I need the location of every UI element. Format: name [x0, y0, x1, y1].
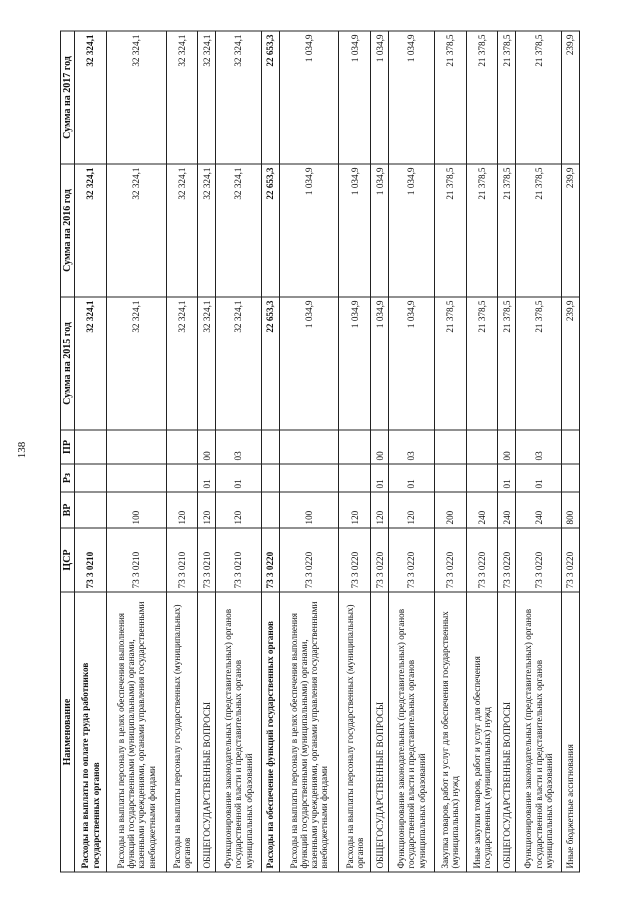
cell-vr: 240: [498, 492, 516, 528]
cell-name: Расходы на выплаты персоналу в целях обеспечения выполнения функций государственными (муниципальными) органами, казенными учреждениями, органами управления государственными внебюджетными фондами: [279, 592, 339, 872]
cell-sum-2015: 21 378,5: [466, 297, 498, 430]
cell-pr: 03: [389, 430, 435, 464]
cell-name: Иные бюджетные ассигнования: [562, 592, 580, 872]
cell-pr: [562, 430, 580, 464]
cell-sum-2017: 32 324,1: [75, 31, 107, 164]
cell-rz: [106, 464, 166, 492]
cell-rz: 01: [389, 464, 435, 492]
cell-sum-2017: 21 378,5: [516, 31, 562, 164]
table-row: [339, 31, 371, 872]
header-rz: Рз: [61, 464, 75, 492]
cell-sum-2016: 1 034,9: [279, 164, 339, 297]
cell-sum-2017: 32 324,1: [166, 31, 198, 164]
cell-vr: [261, 492, 279, 528]
cell-pr: [106, 430, 166, 464]
table-row: [106, 31, 166, 872]
cell-sum-2015: 21 378,5: [434, 297, 466, 430]
cell-sum-2017: 1 034,9: [371, 31, 389, 164]
cell-sum-2015: 1 034,9: [339, 297, 371, 430]
cell-sum-2017: 21 378,5: [434, 31, 466, 164]
cell-sum-2016: 21 378,5: [434, 164, 466, 297]
cell-sum-2017: 32 324,1: [106, 31, 166, 164]
cell-pr: [261, 430, 279, 464]
cell-sum-2017: 22 653,3: [261, 31, 279, 164]
cell-sum-2016: 21 378,5: [516, 164, 562, 297]
cell-vr: 240: [466, 492, 498, 528]
table-row: [75, 31, 107, 872]
table-row: [261, 31, 279, 872]
cell-csr: 73 3 0220: [434, 528, 466, 592]
cell-sum-2016: 21 378,5: [498, 164, 516, 297]
cell-pr: 00: [498, 430, 516, 464]
cell-name: Расходы на выплаты по оплате труда работников государственных органов: [75, 592, 107, 872]
cell-pr: 00: [198, 430, 216, 464]
cell-sum-2016: 1 034,9: [371, 164, 389, 297]
cell-vr: 100: [106, 492, 166, 528]
table-row: [389, 31, 435, 872]
cell-pr: [75, 430, 107, 464]
cell-name: ОБЩЕГОСУДАРСТВЕННЫЕ ВОПРОСЫ: [498, 592, 516, 872]
cell-csr: 73 3 0220: [371, 528, 389, 592]
table-row: [166, 31, 198, 872]
header-csr: ЦСР: [61, 528, 75, 592]
cell-vr: 120: [216, 492, 262, 528]
cell-sum-2017: 1 034,9: [279, 31, 339, 164]
cell-csr: 73 3 0220: [339, 528, 371, 592]
table-row: [216, 31, 262, 872]
cell-vr: 120: [339, 492, 371, 528]
cell-name: Функционирование законодательных (представительных) органов государственной власти и представительных органов муниципальных образований: [216, 592, 262, 872]
header-sum-2016: Сумма на 2016 год: [61, 164, 75, 297]
cell-csr: 73 3 0220: [389, 528, 435, 592]
cell-rz: [339, 464, 371, 492]
cell-csr: 73 3 0210: [216, 528, 262, 592]
cell-name: Функционирование законодательных (представительных) органов государственной власти и представительных органов муниципальных образований: [516, 592, 562, 872]
table-row: [466, 31, 498, 872]
cell-name: Расходы на выплаты персоналу в целях обеспечения выполнения функций государственными (муниципальными) органами, казенными учреждениями, органами управления государственными внебюджетными фондами: [106, 592, 166, 872]
table-row: [562, 31, 580, 872]
cell-sum-2015: 1 034,9: [389, 297, 435, 430]
cell-name: Расходы на выплаты персоналу государственных (муниципальных) органов: [166, 592, 198, 872]
cell-sum-2016: 22 653,3: [261, 164, 279, 297]
cell-name: ОБЩЕГОСУДАРСТВЕННЫЕ ВОПРОСЫ: [198, 592, 216, 872]
cell-sum-2015: 1 034,9: [279, 297, 339, 430]
header-sum-2017: Сумма на 2017 год: [61, 31, 75, 164]
cell-sum-2015: 21 378,5: [516, 297, 562, 430]
cell-rz: 01: [198, 464, 216, 492]
cell-rz: 01: [216, 464, 262, 492]
cell-sum-2015: 32 324,1: [216, 297, 262, 430]
cell-pr: [434, 430, 466, 464]
cell-pr: [166, 430, 198, 464]
table-row: [371, 31, 389, 872]
table-row: [279, 31, 339, 872]
table-header-row: [61, 31, 75, 872]
cell-rz: 01: [498, 464, 516, 492]
cell-sum-2016: 32 324,1: [75, 164, 107, 297]
table-row: [516, 31, 562, 872]
cell-vr: [75, 492, 107, 528]
cell-vr: 120: [198, 492, 216, 528]
cell-sum-2016: 1 034,9: [339, 164, 371, 297]
cell-sum-2015: 32 324,1: [166, 297, 198, 430]
cell-pr: [279, 430, 339, 464]
cell-name: ОБЩЕГОСУДАРСТВЕННЫЕ ВОПРОСЫ: [371, 592, 389, 872]
cell-csr: 73 3 0220: [279, 528, 339, 592]
cell-rz: 01: [371, 464, 389, 492]
budget-table: [60, 31, 580, 873]
cell-vr: 120: [389, 492, 435, 528]
cell-csr: 73 3 0210: [198, 528, 216, 592]
cell-csr: 73 3 0210: [166, 528, 198, 592]
table-row: [498, 31, 516, 872]
table-row: [198, 31, 216, 872]
cell-vr: 800: [562, 492, 580, 528]
cell-rz: 01: [516, 464, 562, 492]
cell-csr: 73 3 0210: [75, 528, 107, 592]
cell-sum-2015: 32 324,1: [106, 297, 166, 430]
cell-sum-2016: 1 034,9: [389, 164, 435, 297]
cell-sum-2015: 239,9: [562, 297, 580, 430]
cell-name: Иные закупки товаров, работ и услуг для обеспечения государственных (муниципальных) нужд: [466, 592, 498, 872]
cell-sum-2016: 32 324,1: [198, 164, 216, 297]
cell-sum-2016: 32 324,1: [166, 164, 198, 297]
cell-csr: 73 3 0210: [106, 528, 166, 592]
cell-rz: [75, 464, 107, 492]
cell-vr: 120: [371, 492, 389, 528]
header-sum-2015: Сумма на 2015 год: [61, 297, 75, 430]
header-vr: ВР: [61, 492, 75, 528]
cell-rz: [434, 464, 466, 492]
cell-sum-2015: 22 653,3: [261, 297, 279, 430]
cell-csr: 73 3 0220: [516, 528, 562, 592]
cell-vr: 120: [166, 492, 198, 528]
cell-name: Расходы на обеспечение функций государственных органов: [261, 592, 279, 872]
cell-csr: 73 3 0220: [562, 528, 580, 592]
cell-csr: 73 3 0220: [466, 528, 498, 592]
cell-sum-2017: 1 034,9: [389, 31, 435, 164]
cell-csr: 73 3 0220: [261, 528, 279, 592]
header-name: Наименование: [61, 592, 75, 872]
cell-sum-2015: 1 034,9: [371, 297, 389, 430]
cell-pr: 03: [516, 430, 562, 464]
cell-pr: [339, 430, 371, 464]
cell-csr: 73 3 0220: [498, 528, 516, 592]
header-pr: ПР: [61, 430, 75, 464]
cell-sum-2017: 239,9: [562, 31, 580, 164]
rotated-table-container: [60, 32, 580, 873]
page-number: 138: [16, 441, 28, 459]
cell-pr: [466, 430, 498, 464]
cell-rz: [562, 464, 580, 492]
cell-sum-2016: 32 324,1: [216, 164, 262, 297]
cell-pr: 03: [216, 430, 262, 464]
table-row: [434, 31, 466, 872]
cell-vr: 240: [516, 492, 562, 528]
cell-vr: 200: [434, 492, 466, 528]
cell-sum-2016: 21 378,5: [466, 164, 498, 297]
cell-vr: 100: [279, 492, 339, 528]
cell-sum-2015: 32 324,1: [198, 297, 216, 430]
cell-sum-2015: 21 378,5: [498, 297, 516, 430]
cell-sum-2015: 32 324,1: [75, 297, 107, 430]
cell-name: Функционирование законодательных (представительных) органов государственной власти и представительных органов муниципальных образований: [389, 592, 435, 872]
cell-sum-2017: 32 324,1: [216, 31, 262, 164]
cell-sum-2017: 21 378,5: [498, 31, 516, 164]
cell-sum-2016: 32 324,1: [106, 164, 166, 297]
cell-sum-2017: 1 034,9: [339, 31, 371, 164]
cell-rz: [166, 464, 198, 492]
cell-rz: [279, 464, 339, 492]
cell-name: Закупка товаров, работ и услуг для обеспечения государственных (муниципальных) нужд: [434, 592, 466, 872]
cell-rz: [261, 464, 279, 492]
cell-name: Расходы на выплаты персоналу государственных (муниципальных) органов: [339, 592, 371, 872]
cell-sum-2016: 239,9: [562, 164, 580, 297]
cell-pr: 00: [371, 430, 389, 464]
cell-sum-2017: 32 324,1: [198, 31, 216, 164]
cell-rz: [466, 464, 498, 492]
cell-sum-2017: 21 378,5: [466, 31, 498, 164]
